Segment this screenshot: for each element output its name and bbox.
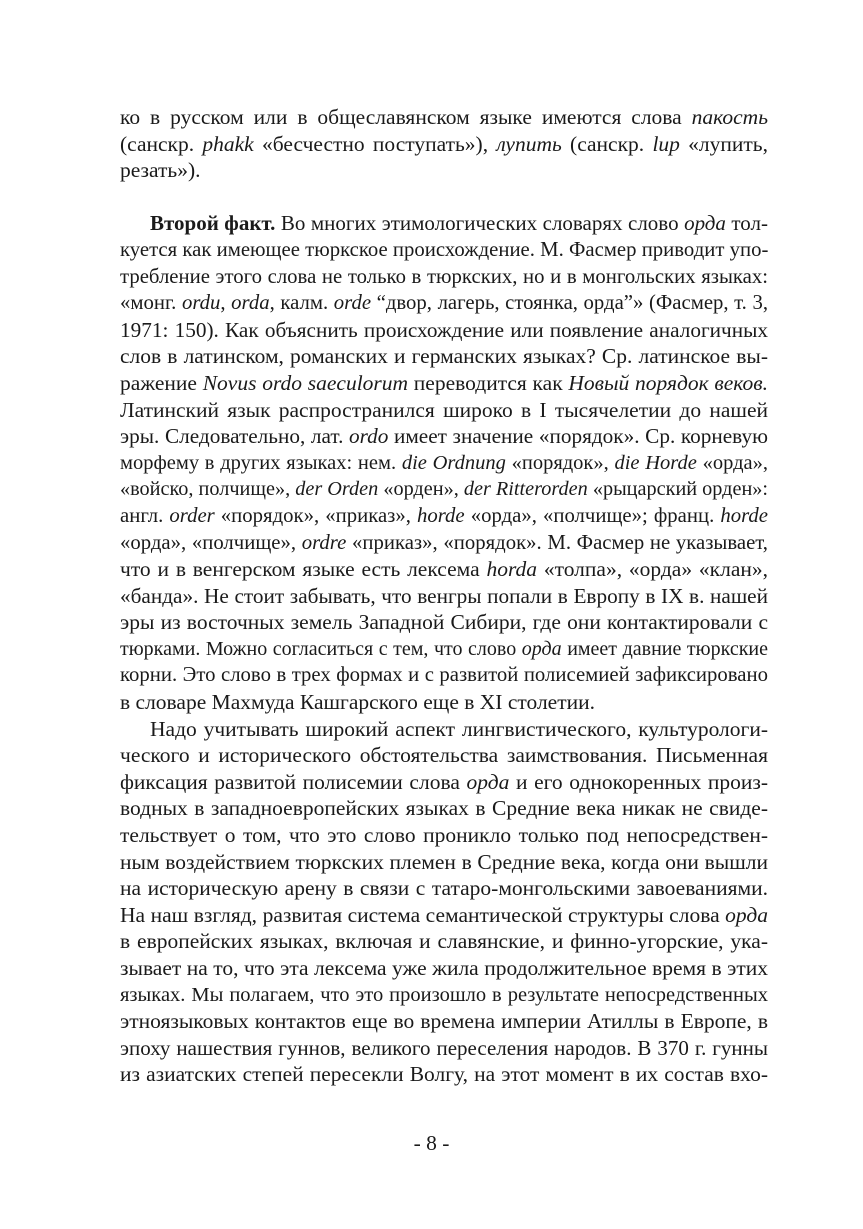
text-line	[120, 210, 768, 237]
text-line	[120, 423, 768, 450]
text-run: англ.	[120, 504, 170, 527]
italic-term: пакость	[691, 105, 768, 129]
paragraph	[120, 104, 768, 184]
text-run: эпоху нашествия гуннов, великого переселения народов. В 370 г. гунны	[120, 1035, 768, 1060]
text-run: 1971: 150). Как объяснить происхождение или появление аналогичных	[120, 317, 768, 342]
text-run: «орда», «полчище»,	[120, 531, 302, 554]
text-line	[120, 689, 768, 716]
text-run: «орда», «полчище»; франц.	[464, 504, 721, 527]
paragraph	[120, 716, 768, 1088]
italic-term: horda	[486, 557, 538, 582]
italic-term: order	[169, 504, 215, 527]
text-run: в словаре Махмуда Кашгарского еще в XI столетии.	[120, 690, 595, 715]
text-line	[120, 716, 768, 743]
page-body	[120, 104, 768, 1088]
text-run: «порядок»,	[505, 451, 615, 474]
text-line	[120, 875, 768, 902]
text-line	[120, 982, 768, 1009]
italic-term: der Orden	[295, 478, 379, 501]
text-run: «орден»,	[378, 478, 464, 501]
text-line	[120, 849, 768, 876]
text-run: слов в латинском, романских и германских языках? Ср. латинское вы-	[120, 344, 768, 369]
text-line	[120, 290, 768, 317]
text-run: На наш взгляд, развитая система семантической структуры слова	[120, 902, 726, 927]
text-run: корни. Это слово в трех формах и с развитой полисемией зафиксировано	[120, 664, 768, 687]
text-run: резать»).	[120, 158, 201, 183]
text-run: ным воздействием тюркских племен в Средние века, когда они вышли	[120, 849, 768, 874]
text-run: (санскр.	[561, 131, 653, 156]
text-run: «порядок», «приказ»,	[214, 504, 417, 527]
text-run: тюрками. Можно согласиться с тем, что слово	[120, 637, 522, 660]
text-run: тельствует о том, что это слово проникло только под непосредствен-	[120, 823, 768, 848]
text-line	[120, 583, 768, 610]
text-line	[120, 1061, 768, 1088]
text-line	[120, 157, 768, 184]
text-run: и его однокоренных произ-	[509, 769, 768, 794]
text-run: «бесчестно поступать»),	[253, 131, 497, 156]
text-line	[120, 955, 768, 982]
text-line	[120, 131, 768, 158]
italic-term: die Horde	[614, 451, 697, 474]
text-run: тол-	[725, 211, 768, 236]
italic-term: horde	[417, 504, 465, 527]
text-run: в европейских языках, включая и славянские, и финно-угорские, ука-	[120, 929, 768, 954]
page-number: - 8 -	[413, 1131, 450, 1155]
text-run: Надо учитывать широкий аспект лингвистического, культурологи-	[150, 716, 768, 741]
text-run: переводится как	[408, 370, 569, 395]
italic-term: лупить	[496, 131, 562, 156]
text-run: требление этого слова не только в тюркских, но и в монгольских языках:	[120, 265, 768, 288]
text-run: имеет давние тюркские	[561, 637, 768, 660]
text-line	[120, 450, 768, 477]
italic-term: ordre	[301, 531, 347, 554]
text-line	[120, 237, 768, 264]
italic-term: horde	[720, 504, 768, 527]
text-line	[120, 530, 768, 557]
italic-term: phakk	[202, 131, 254, 156]
text-run: языках. Мы полагаем, что это произошло в результате непосредственных	[120, 983, 768, 1006]
text-run: Латинский язык распространился широко в I тысячелетии до нашей	[120, 397, 768, 422]
text-run: ражение	[120, 370, 203, 395]
text-run: что и в венгерском языке есть лексема	[120, 557, 487, 582]
text-line	[120, 902, 768, 929]
text-run: из азиатских степей пересекли Волгу, на этот момент в их состав вхо-	[120, 1062, 768, 1087]
text-run: ческого и исторического обстоятельства заимствования. Письменная	[120, 743, 768, 768]
text-run: «лупить,	[679, 131, 768, 156]
text-run: «монг.	[120, 292, 182, 315]
italic-term: орда	[725, 902, 768, 927]
text-run: этноязыковых контактов еще во времена империи Атиллы в Европе, в	[120, 1009, 768, 1034]
italic-term: ordu	[181, 292, 221, 315]
italic-term: die Ordnung	[401, 451, 506, 474]
text-line	[120, 264, 768, 291]
italic-term: орда	[466, 769, 510, 794]
text-run: фиксация развитой полисемии слова	[120, 769, 467, 794]
text-line	[120, 343, 768, 370]
text-line	[120, 503, 768, 530]
text-line	[120, 476, 768, 503]
text-run: «банда». Не стоит забывать, что венгры попали в Европу в IX в. нашей	[120, 583, 768, 608]
text-run: ,	[220, 292, 232, 315]
text-run: Во многих этимологических словарях слово	[275, 211, 685, 236]
text-line	[120, 317, 768, 344]
italic-term: орда	[521, 637, 562, 660]
text-line	[120, 370, 768, 397]
text-line	[120, 795, 768, 822]
text-run: на историческую арену в связи с татаро-монгольскими завоеваниями.	[120, 876, 768, 901]
paragraph-gap	[120, 184, 768, 211]
text-run: “двор, лагерь, стоянка, орда”» (Фасмер, т. 3,	[371, 292, 769, 315]
text-line	[120, 1035, 768, 1062]
text-run: имеет значение «порядок». Ср. корневую	[388, 424, 768, 449]
text-run: ко в русском или в общеславянском языке имеются слова	[120, 105, 692, 129]
text-line	[120, 742, 768, 769]
text-run: зывает на то, что эта лексема уже жила продолжительное время в этих	[120, 956, 768, 980]
text-run: «приказ», «порядок». М. Фасмер не указывает,	[346, 531, 768, 554]
text-line	[120, 609, 768, 636]
text-line	[120, 1008, 768, 1035]
text-line	[120, 928, 768, 955]
text-line	[120, 822, 768, 849]
paragraph	[120, 210, 768, 715]
italic-term: Novus ordo saeculorum	[202, 370, 409, 395]
text-run: эры из восточных земель Западной Сибири, где они контактировали с	[120, 610, 768, 635]
text-line	[120, 556, 768, 583]
text-line	[120, 104, 768, 131]
text-run: «рыцарский орден»:	[587, 478, 769, 501]
text-line	[120, 769, 768, 796]
text-line	[120, 397, 768, 424]
italic-term: Новый порядок веков.	[568, 370, 768, 395]
italic-term: lup	[652, 131, 680, 156]
text-run: эры. Следовательно, лат.	[120, 424, 349, 449]
italic-term: орда	[684, 211, 726, 236]
text-run: водных в западноевропейских языках в Средние века никак не свиде-	[120, 796, 768, 821]
italic-term: ordo	[349, 424, 389, 449]
text-run: «толпа», «орда» «клан»,	[537, 557, 768, 582]
bold-text: Второй факт.	[150, 211, 276, 236]
text-run: , калм.	[269, 292, 334, 315]
text-run: «войско, полчище»,	[120, 478, 296, 501]
italic-term: der Ritterorden	[463, 478, 588, 501]
text-line	[120, 662, 768, 689]
italic-term: orde	[333, 292, 372, 315]
text-line	[120, 636, 768, 663]
text-run: «орда»,	[696, 451, 768, 474]
text-run: (санскр.	[120, 131, 203, 156]
text-run: морфему в других языках: нем.	[120, 451, 402, 474]
italic-term: orda	[231, 292, 270, 315]
text-run: куется как имеющее тюркское происхождение. М. Фасмер приводит упо-	[120, 238, 769, 261]
